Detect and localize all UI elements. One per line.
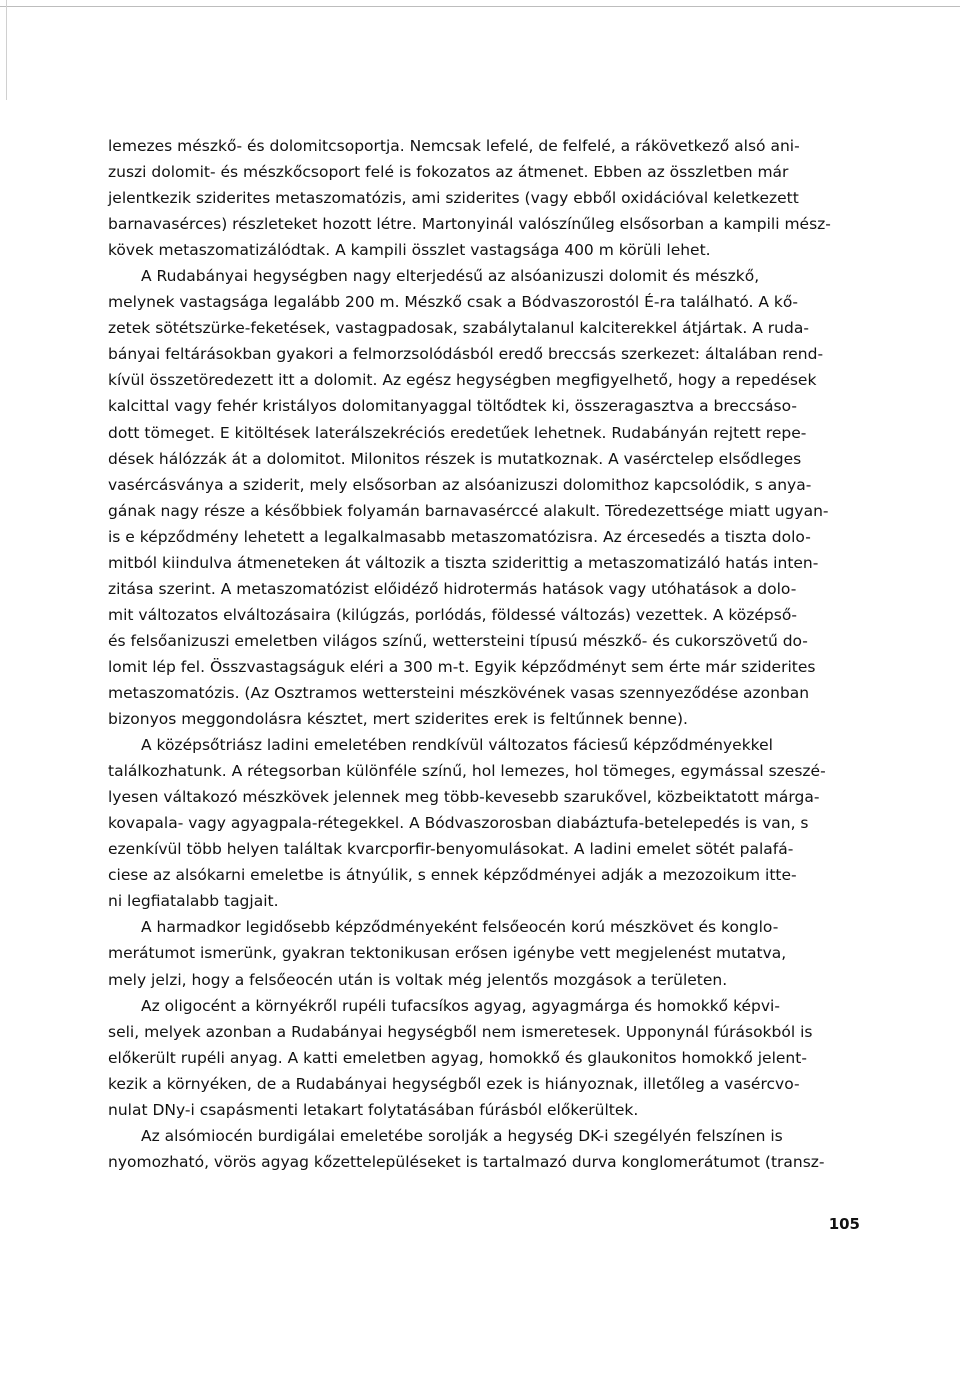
text-line: zitása szerint. A metaszomatózist előidéző hidrotermás hatások vagy utóhatások a dolo- <box>108 579 797 598</box>
text-line: mely jelzi, hogy a felsőeocén után is voltak még jelentős mozgások a területen. <box>108 970 728 989</box>
text-line: melynek vastagsága legalább 200 m. Mészkő csak a Bódvaszorostól É-ra található. A kő- <box>108 293 798 312</box>
text-line: barnavasérces) részleteket hozott létre. Martonyinál valószínűleg elsősorban a kampili mész- <box>108 215 831 234</box>
text-line: ciese az alsókarni emeletbe is átnyúlik, s ennek képződményei adják a mezozoikum itte- <box>108 866 797 885</box>
text-line: kövek metaszomatizálódtak. A kampili összlet vastagsága 400 m körüli lehet. <box>108 241 711 260</box>
text-line: nyomozható, vörös agyag kőzettelepüléseket is tartalmazó durva konglomerátumot (transz- <box>108 1152 825 1171</box>
text-line: lomit lép fel. Összvastagságuk eléri a 300 m-t. Egyik képződményt sem érte már sziderites <box>108 657 816 676</box>
text-line: kovapala- vagy agyagpala-rétegekkel. A Bódvaszorosban diabáztufa-betelepedés is van, s <box>108 814 809 833</box>
text-line: ezenkívül több helyen találtak kvarcporfir-benyomulásokat. A ladini emelet sötét palafá- <box>108 840 794 859</box>
text-line: ni legfiatalabb tagjait. <box>108 892 279 911</box>
paragraph-start-line: Az alsómiocén burdigálai emeletébe sorolják a hegység DK-i szegélyén felszínen is <box>141 1126 783 1145</box>
paragraph-start-line: A harmadkor legidősebb képződményeként felsőeocén korú mészkövet és konglo- <box>141 918 779 937</box>
text-line: dések hálózzák át a dolomitot. Milonitos részek is mutatkoznak. A vasérctelep elsődleges <box>108 449 802 468</box>
text-line: előkerült rupéli anyag. A katti emeletben agyag, homokkő és glaukonitos homokkő jelent- <box>108 1048 807 1067</box>
text-line: gának nagy része a későbbiek folyamán barnavasérccé alakult. Töredezettsége miatt ugyan- <box>108 501 829 520</box>
text-line: bizonyos meggondolásra késztet, mert sziderites erek is feltűnnek benne). <box>108 710 688 729</box>
text-line: találkozhatunk. A rétegsorban különféle színű, hol lemezes, hol tömeges, egymással szeszé- <box>108 762 826 781</box>
paragraph-start-line: A Rudabányai hegységben nagy elterjedésű az alsóanizuszi dolomit és mészkő, <box>141 267 760 286</box>
paragraph-start-line: A középsőtriász ladini emeletében rendkívül változatos fáciesű képződményekkel <box>141 736 773 755</box>
text-line: zuszi dolomit- és mészkőcsoport felé is fokozatos az átmenet. Ebben az összletben már <box>108 163 789 182</box>
paragraph-start-line: Az oligocént a környékről rupéli tufacsíkos agyag, agyagmárga és homokkő képvi- <box>141 996 780 1015</box>
text-line: mit változatos elváltozásaira (kilúgzás, porlódás, földessé változás) vezettek. A középső- <box>108 605 797 624</box>
body-text <box>108 133 848 1175</box>
text-line: vasércásványa a sziderit, mely elsősorban az alsóanizuszi dolomithoz kapcsolódik, s anya- <box>108 475 812 494</box>
text-line: seli, melyek azonban a Rudabányai hegységből nem ismeretesek. Upponynál fúrásokból is <box>108 1022 813 1041</box>
text-line: merátumot ismerünk, gyakran tektonikusan erősen igénybe vett megjelenést mutatva, <box>108 944 787 963</box>
text-line: és felsőanizuszi emeletben világos színű, wettersteini típusú mészkő- és cukorszövetű do- <box>108 631 808 650</box>
text-line: kezik a környéken, de a Rudabányai hegységből ezek is hiányoznak, illetőleg a vasércvo- <box>108 1074 800 1093</box>
text-line: lyesen váltakozó mészkövek jelennek meg több-kevesebb szarukővel, közbeiktatott márga- <box>108 788 820 807</box>
text-line: lemezes mészkő- és dolomitcsoportja. Nemcsak lefelé, de felfelé, a rákövetkező alsó ani- <box>108 137 800 155</box>
text-line: kívül összetöredezett itt a dolomit. Az egész hegységben megfigyelhető, hogy a repedések <box>108 371 817 390</box>
text-line: mitból kiindulva átmeneteken át változik a tiszta sziderittig a metaszomatizáló hatás inten- <box>108 553 819 572</box>
text-line: dott tömeget. E kitöltések laterálszekréciós eredetűek lehetnek. Rudabányán rejtett repe- <box>108 423 807 442</box>
text-line: nulat DNy-i csapásmenti letakart folytatásában fúrásból előkerültek. <box>108 1100 639 1119</box>
text-line: jelentkezik sziderites metaszomatózis, ami sziderites (vagy ebből oxidációval keletkezett <box>108 189 799 208</box>
top-border-line <box>0 6 960 7</box>
text-line: is e képződmény lehetett a legalkalmasabb metaszomatózisra. Az ércesedés a tiszta dolo- <box>108 527 811 546</box>
page-number: 105 <box>828 1215 860 1233</box>
text-line: bányai feltárásokban gyakori a felmorzsolódásból eredő breccsás szerkezet: általában rend- <box>108 345 824 364</box>
text-line: zetek sötétszürke-feketések, vastagpadosak, szabálytalanul kalciterekkel átjártak. A ruda- <box>108 319 809 338</box>
text-line: kalcittal vagy fehér kristályos dolomitanyaggal töltődtek ki, összeragasztva a breccsáso- <box>108 397 797 416</box>
left-border-line <box>6 0 7 100</box>
text-line: metaszomatózis. (Az Osztramos wettersteini mészkövének vasas szennyeződése azonban <box>108 683 810 702</box>
